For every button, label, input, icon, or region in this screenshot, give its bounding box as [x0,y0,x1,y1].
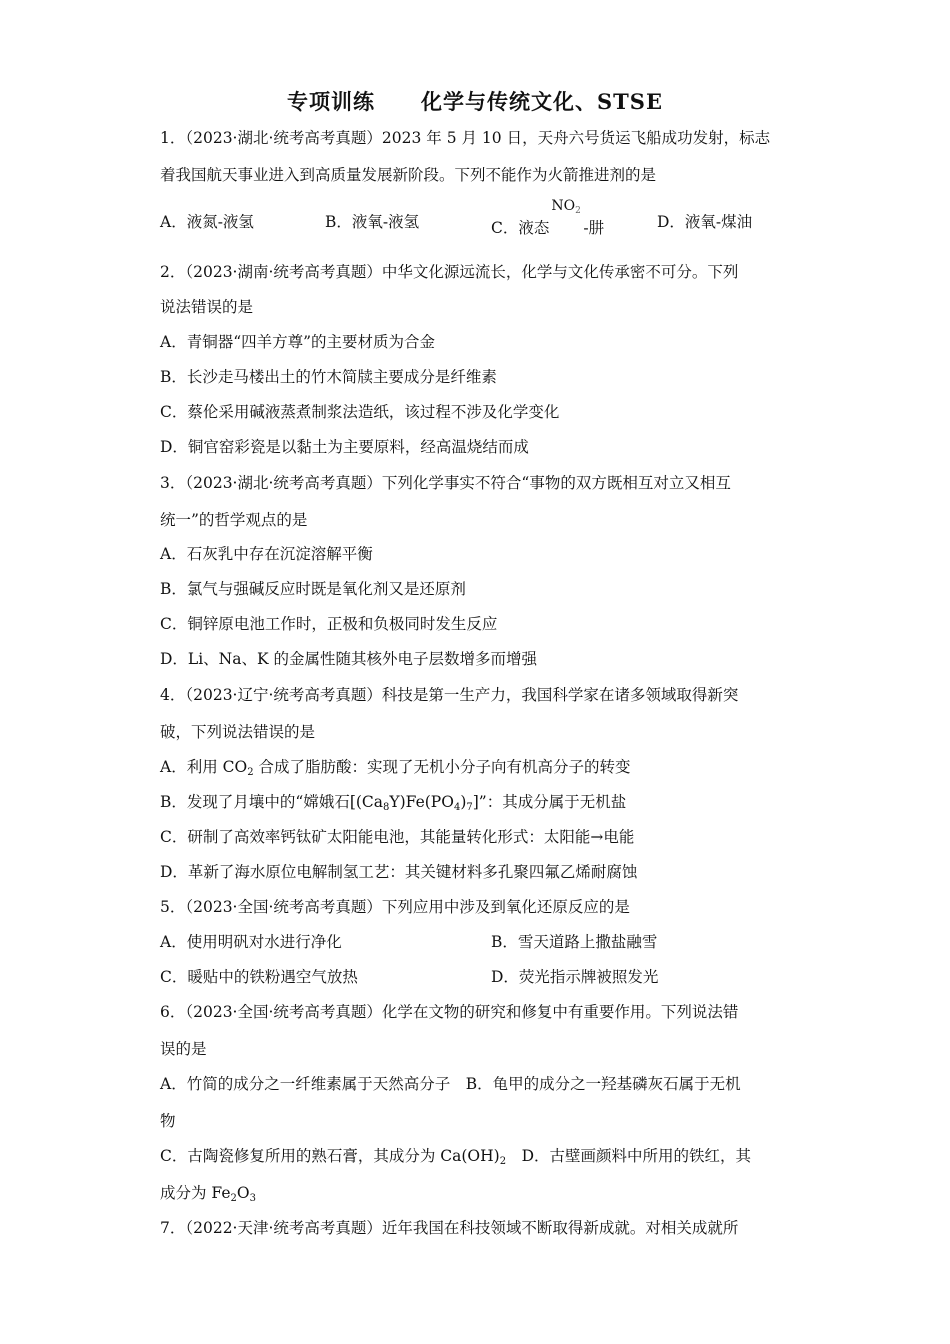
title-part-1: 专项训练 [287,89,376,114]
q5-option-a: A．使用明矾对水进行净化 [160,933,342,951]
q1-option-a: A．液氮-液氢 [160,213,254,231]
q4-option-b: B．发现了月壤中的“嫦娥石$[(Ca_8Y)Fe(PO_4)_7]$”：其成分属于无机盐 [160,793,627,813]
q3-option-d: D．Li、Na、K 的金属性随其核外电子层数增多而增强 [160,650,537,668]
q4-stem-line2: 破，下列说法错误的是 [160,723,316,741]
page-title [0,86,950,116]
q2-stem-line2: 说法错误的是 [160,298,254,316]
q5-option-b: B．雪天道路上撒盐融雪 [491,933,658,951]
q2-option-c: C．蔡伦采用碱液蒸煮制浆法造纸，该过程不涉及化学变化 [160,403,560,421]
q4-option-c: C．研制了高效率钙钛矿太阳能电池，其能量转化形式：太阳能→电能 [160,828,635,846]
q4-stem-line1: 4．（2023·辽宁·统考高考真题）科技是第一生产力，我国科学家在诸多领域取得新突 [160,686,739,704]
q7-stem-line1: 7．（2022·天津·统考高考真题）近年我国在科技领域不断取得新成就。对相关成就所 [160,1219,739,1237]
q1-stem-line1: 1．（2023·湖北·统考高考真题）2023 年 5 月 10 日，天舟六号货运飞船成功发射，标志 [160,129,771,147]
q4-option-d: D．革新了海水原位电解制氢工艺：其关键材料多孔聚四氟乙烯耐腐蚀 [160,863,638,881]
q6-options-cd-line2: 成分为 $Fe_2O_3$ [160,1184,256,1204]
q3-option-b: B．氯气与强碱反应时既是氧化剂又是还原剂 [160,580,466,598]
title-part-2: 化学与传统文化、STSE [421,89,663,114]
q3-option-c: C．铜锌原电池工作时，正极和负极同时发生反应 [160,615,498,633]
q2-option-b: B．长沙走马楼出土的竹木简牍主要成分是纤维素 [160,368,497,386]
q5-option-d: D．荧光指示牌被照发光 [491,968,659,986]
q6-options-cd-line1: C．古陶瓷修复所用的熟石膏，其成分为 $Ca(OH)_2$ D．古壁画颜料中所用的铁红，其 [160,1147,752,1167]
q1-option-d: D．液氧-煤油 [657,213,753,231]
q2-stem-line1: 2．（2023·湖南·统考高考真题）中华文化源远流长，化学与文化传承密不可分。下列 [160,263,739,281]
no2-formula: $NO_2$ [551,198,581,216]
q4-option-a: A．利用 $CO_2$ 合成了脂肪酸：实现了无机小分子向有机高分子的转变 [160,758,631,778]
q2-option-d: D．铜官窑彩瓷是以黏土为主要原料，经高温烧结而成 [160,438,529,456]
q2-option-a: A．青铜器“四羊方尊”的主要材质为合金 [160,333,436,351]
q6-stem-line2: 误的是 [160,1040,207,1058]
q6-options-ab-line2: 物 [160,1112,176,1130]
q1-stem-line2: 着我国航天事业进入到高质量发展新阶段。下列不能作为火箭推进剂的是 [160,166,657,184]
q3-option-a: A．石灰乳中存在沉淀溶解平衡 [160,545,373,563]
q5-option-c: C．暖贴中的铁粉遇空气放热 [160,968,358,986]
q6-options-ab-line1: A．竹简的成分之一纤维素属于天然高分子 B．龟甲的成分之一羟基磷灰石属于无机 [160,1075,741,1093]
q6-stem-line1: 6．（2023·全国·统考高考真题）化学在文物的研究和修复中有重要作用。下列说法错 [160,1003,739,1021]
q3-stem-line2: 统一”的哲学观点的是 [160,511,308,529]
q1-option-c: C．液态 $NO_2$ -肼 [491,198,605,237]
q1-option-b: B．液氧-液氢 [325,213,420,231]
q5-stem-line1: 5．（2023·全国·统考高考真题）下列应用中涉及到氧化还原反应的是 [160,898,630,916]
q3-stem-line1: 3．（2023·湖北·统考高考真题）下列化学事实不符合“事物的双方既相互对立又相互 [160,474,731,492]
